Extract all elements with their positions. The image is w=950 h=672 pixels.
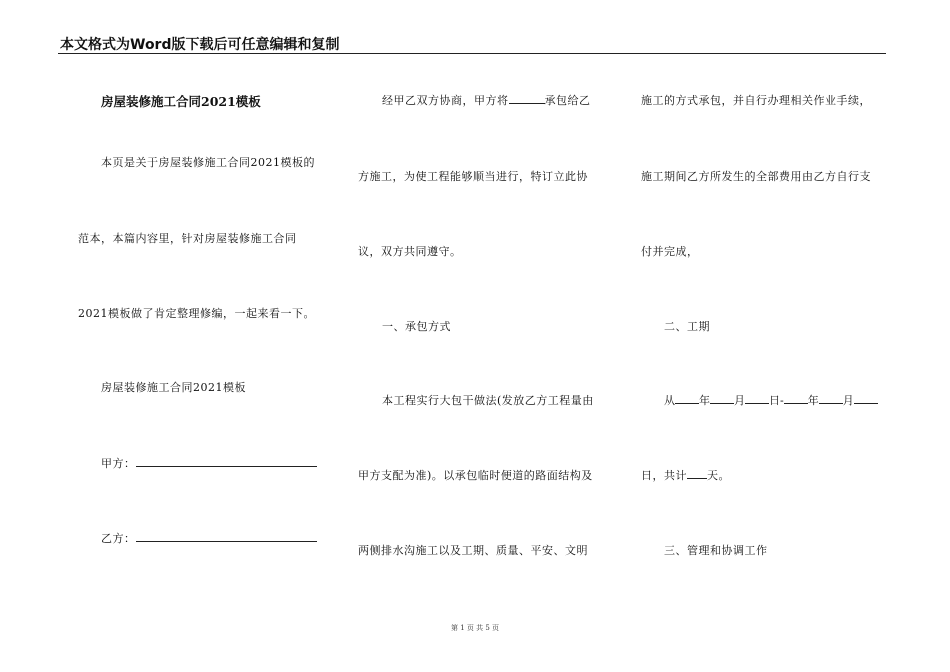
agreement-line-3: 议，双方共同遵守。 <box>358 245 462 258</box>
document-title: 房屋装修施工合同2021模板 <box>101 94 261 109</box>
contract-subtitle: 房屋装修施工合同2021模板 <box>101 381 246 394</box>
intro-line-1: 本页是关于房屋装修施工合同2021模板的 <box>101 156 315 169</box>
page-footer: 第 1 页 共 5 页 <box>450 624 500 632</box>
days-label: 天。 <box>707 469 730 482</box>
party-b-blank <box>136 530 317 542</box>
page-header-title: 本文格式为Word版下载后可任意编辑和复制 <box>60 37 340 53</box>
day-total-label: 日，共计 <box>641 469 687 482</box>
total-days-blank <box>687 467 707 479</box>
party-a-blank <box>136 455 317 467</box>
start-day-blank <box>745 392 769 404</box>
end-day-blank <box>854 392 878 404</box>
period-line <box>664 392 878 408</box>
period-from: 从 <box>664 394 675 407</box>
agreement-line-1 <box>382 92 591 108</box>
party-a-line <box>101 455 317 471</box>
agreement-text-b: 承包给乙 <box>544 94 591 107</box>
party-b-line <box>101 530 317 546</box>
intro-line-3: 2021模板做了肯定整理修编，一起来看一下。 <box>78 307 315 320</box>
col3-line-2: 施工期间乙方所发生的全部费用由乙方自行支 <box>641 170 871 183</box>
party-b-label: 乙方： <box>101 532 136 545</box>
end-month-label: 月 <box>842 394 854 407</box>
section-1-heading: 一、承包方式 <box>382 320 451 333</box>
day-dash-label: 日- <box>769 394 784 407</box>
agreement-text-a: 经甲乙双方协商，甲方将 <box>382 94 509 107</box>
start-month-blank <box>710 392 734 404</box>
end-year-label: 年 <box>807 394 819 407</box>
project-blank <box>509 92 545 104</box>
col3-line-1: 施工的方式承包，并自行办理相关作业手续， <box>641 94 871 107</box>
party-a-label: 甲方： <box>101 457 136 470</box>
agreement-line-2: 方施工，为使工程能够顺当进行，特订立此协 <box>358 170 588 183</box>
header-divider <box>58 53 886 54</box>
end-month-blank <box>819 392 843 404</box>
start-year-blank <box>675 392 699 404</box>
period-total-line <box>641 467 730 483</box>
section-1-line-3: 两侧排水沟施工以及工期、质量、平安、文明 <box>358 544 588 557</box>
section-1-line-2: 甲方支配为准)。以承包临时便道的路面结构及 <box>358 469 593 482</box>
year-label: 年 <box>699 394 710 407</box>
end-year-blank <box>784 392 808 404</box>
month-label: 月 <box>734 394 745 407</box>
intro-line-2: 范本，本篇内容里，针对房屋装修施工合同 <box>78 232 297 245</box>
section-1-line-1: 本工程实行大包干做法(发放乙方工程量由 <box>382 394 594 407</box>
section-2-heading: 二、工期 <box>664 320 710 333</box>
section-3-heading: 三、管理和协调工作 <box>664 544 768 557</box>
col3-line-3: 付并完成， <box>641 245 699 258</box>
